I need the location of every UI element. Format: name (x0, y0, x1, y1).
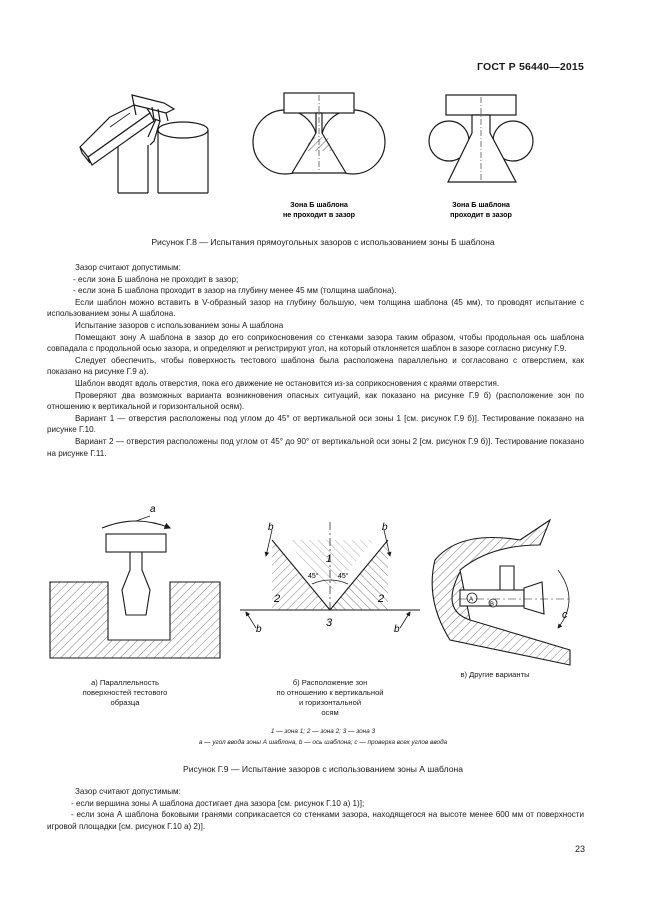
paragraph: - если зона А шаблона боковыми гранями соприкасается со стенками зазора, находящегося на высоте менее 600 мм от поверхности игровой площадки [см. рисунок Г.10 а) 2)]. (47, 810, 584, 831)
paragraph: - если зона Б шаблона не проходит в зазор; (73, 274, 239, 284)
zone-b-marker: B (490, 602, 495, 608)
figure-g8-caption: Рисунок Г.8 — Испытания прямоугольных зазоров с использованием зоны Б шаблона (151, 237, 495, 247)
g8-left-label-line1: Зона Б шаблона (290, 200, 348, 209)
paragraph: Вариант 2 — отверстия расположены под углом от 45° до 90° от вертикальной оси зоны 2 [см. рисунок Г.9 б)]. Тестирование показано на рисунке Г.11. (47, 436, 584, 458)
figure-g9-legend-letters: a — угол ввода зоны А шаблона, b — ось шаблона; c — проверка всех углов ввода (198, 739, 448, 746)
paragraph: Вариант 1 — отверстия расположены под углом до 45° от вертикальной оси зоны 1 [см. рисунок Г.9 б)]. Тестирование показано на рисунке Г.10. (47, 413, 584, 435)
paragraph: Помещают зону А шаблона в зазор до его соприкосновения со стенками зазора таким образом, чтобы продольная ось шаблона совпадала с продольной осью зазора, и определяют и регистрируют угол, на который отклоняется шаблон в зазоре согласно рисунку Г.9. (47, 332, 584, 354)
diagram-b-zone-layout (240, 522, 420, 628)
axis-letter-b: b (394, 624, 400, 635)
paragraph: - если зона Б шаблона проходит в зазор на глубину менее 45 мм (толщина шаблона). (73, 286, 397, 296)
zone-label-1: 1 (326, 554, 332, 565)
subcaption-a: а) Параллельность поверхностей тестового образца (82, 678, 168, 707)
body-text-section2 (47, 786, 584, 832)
zone-label-2: 2 (274, 593, 281, 605)
g8-right-label-line2: проходит в зазор (450, 210, 512, 219)
angle-label: 45° (338, 573, 349, 580)
g8-right-label-line1: Зона Б шаблона (452, 200, 510, 209)
page-number: 23 (574, 844, 585, 854)
paragraph: Зазор считают допустимым: (75, 263, 181, 272)
template-not-passing-illustration (253, 93, 385, 174)
document-standard-number: ГОСТ Р 56440—2015 (476, 61, 584, 73)
figure-g9-legend-zones: 1 — зона 1; 2 — зона 2; 3 — зона 3 (270, 728, 376, 735)
angle-letter-a: a (150, 504, 156, 515)
paragraph: Проверяют два возможных варианта возникновения опасных ситуаций, как показано на рисунке Г.9 б) (расположение зон по отношению к вертикальной и горизонтальной осям). (47, 390, 584, 412)
body-text-section1 (47, 262, 584, 459)
template-passing-illustration (429, 95, 533, 182)
paragraph: - если вершина зоны А шаблона достигает дна зазора [см. рисунок Г.10 а) 1)]; (71, 798, 365, 808)
check-letter-c: c (562, 609, 568, 621)
subcaption-b: б) Расположение зон по отношению к вертикальной и горизонтальной осям (276, 678, 384, 717)
paragraph: Шаблон вводят вдоль отверстия, пока его движение не остановится из-за соприкосновения с краями отверстия. (75, 378, 500, 388)
zone-label-3: 3 (326, 617, 333, 629)
paragraph: Если шаблон можно вставить в V-образный зазор на глубину большую, чем толщина шаблона (45 мм), то проводят испытание с использованием зоны А шаблона. (47, 297, 584, 319)
diagram-c-other-variants (432, 520, 570, 665)
paragraph: Следует обеспечить, чтобы поверхность тестового шаблона была расположена параллельно и согласовано с отверстием, как показано на рисунке Г.9 а). (47, 355, 584, 377)
axis-letter-b: b (268, 522, 274, 533)
isometric-template-illustration (80, 95, 208, 193)
zone-label-2: 2 (378, 593, 385, 605)
figure-g9-drawing (40, 500, 600, 675)
angle-label: 45° (308, 573, 319, 580)
paragraph-heading: Испытание зазоров с использованием зоны А шаблона (75, 320, 284, 330)
axis-letter-b: b (382, 522, 388, 533)
axis-letter-b: b (256, 624, 262, 635)
paragraph: Зазор считают допустимым: (75, 787, 181, 796)
subcaption-c: в) Другие варианты (460, 670, 530, 679)
figure-g9-caption: Рисунок Г.9 — Испытание зазоров с использованием зоны А шаблона (182, 764, 464, 774)
figure-g8-drawing (70, 85, 560, 225)
g8-left-label-line2: не проходит в зазор (282, 210, 356, 219)
zone-a-marker: A (469, 597, 474, 603)
diagram-a-parallel-template (50, 516, 220, 658)
